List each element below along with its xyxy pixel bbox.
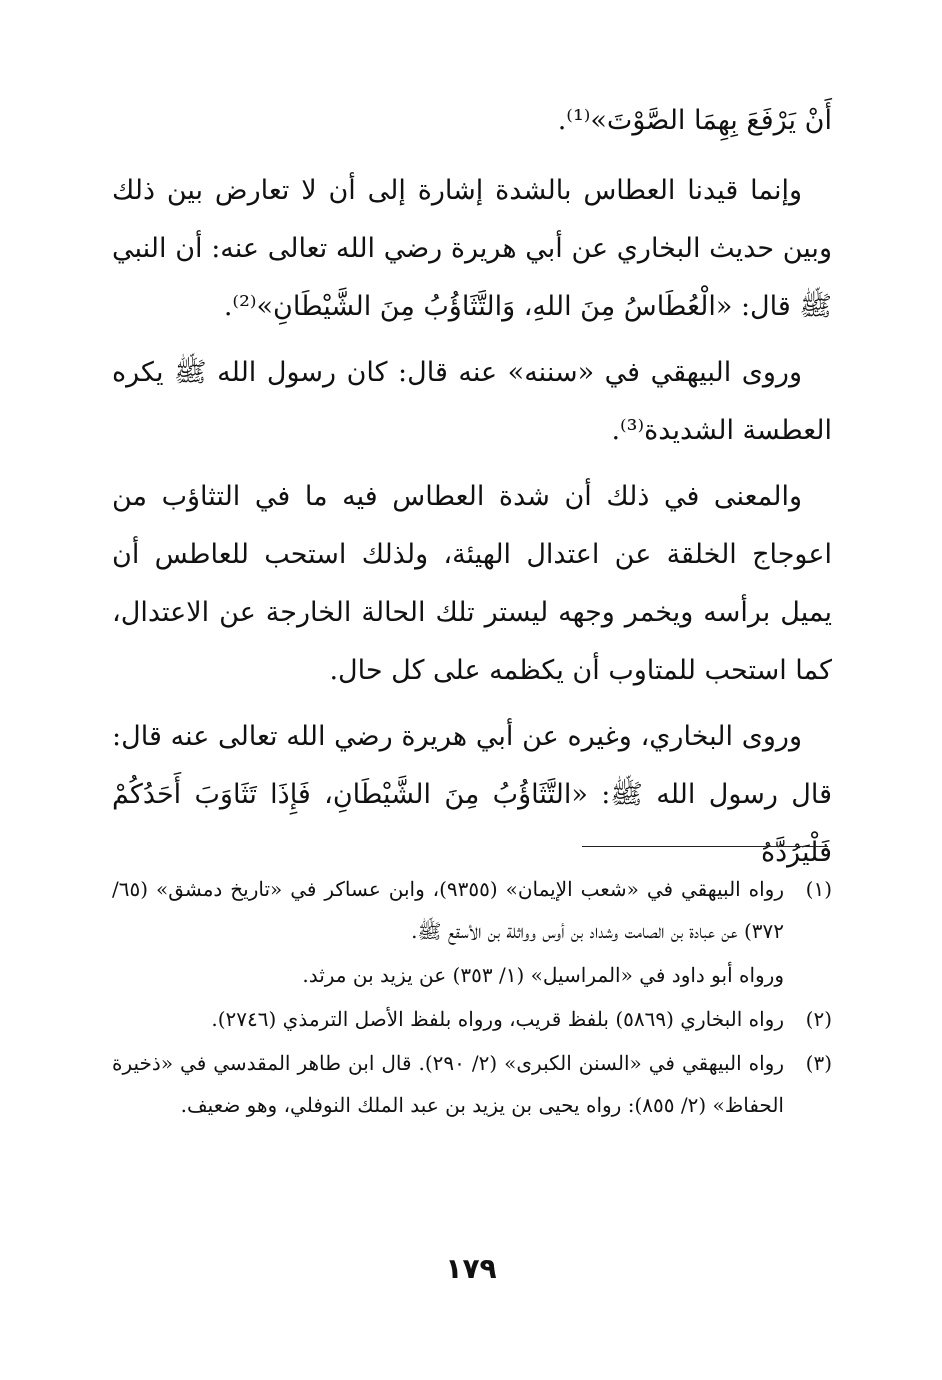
footnote-number: (٣) bbox=[805, 1051, 832, 1075]
footnote-separator bbox=[582, 846, 828, 847]
paragraph: والمعنى في ذلك أن شدة العطاس فيه ما في التثاؤب من اعوجاج الخلقة عن اعتدال الهيئة، ولذلك استحب للعاطس أن يميل برأسه ويخمر وجهه ليستر تلك الحالة الخارجة عن الاعتدال، كما استحب للمتاوب أن يكظمه على كل حال. bbox=[112, 481, 832, 686]
paragraph: وروى البخاري، وغيره عن أبي هريرة رضي الله تعالى عنه قال: قال رسول الله ﷺ: «التَّثَاؤُبُ مِنَ الشَّيْطَانِ، فَإِذَا تَثَاوَبَ أَحَدُكُمْ فَلْيَرُدَّهُ bbox=[112, 721, 832, 868]
footnote-number: (١) bbox=[805, 877, 832, 901]
footnote-text: رواه البيهقي في «شعب الإيمان» (٩٣٥٥)، وابن عساكر في «تاريخ دمشق» (٦٥/ ٣٧٢) عن عبادة بن الصامت وشداد بن أوس وواثلة بن الأسقع ﷺ. bbox=[112, 877, 784, 943]
paragraph: وإنما قيدنا العطاس بالشدة إشارة إلى أن لا تعارض بين ذلك وبين حديث البخاري عن أبي هريرة رضي الله تعالى عنه: أن النبي ﷺ قال: «الْعُطَاسُ مِنَ اللهِ، وَالتَّثَاؤُبُ مِنَ الشَّيْطَانِ»⁽²⁾. bbox=[112, 175, 832, 322]
footnote-text: رواه البخاري (٥٨٦٩) بلفظ قريب، ورواه بلفظ الأصل الترمذي (٢٧٤٦). bbox=[211, 1007, 784, 1031]
hadith-ending-line: أَنْ يَرْفَعَ بِهِمَا الصَّوْتَ»⁽¹⁾. bbox=[557, 105, 832, 136]
footnote-2 bbox=[112, 998, 832, 1040]
footnote-text: رواه البيهقي في «السنن الكبرى» (٢/ ٢٩٠). قال ابن طاهر المقدسي في «ذخيرة الحفاظ» (٢/ ٨٥٥): رواه يحيى بن يزيد بن عبد الملك النوفلي، وهو ضعيف. bbox=[112, 1051, 784, 1117]
page-number: ١٧٩ bbox=[445, 1252, 497, 1285]
footnotes bbox=[112, 868, 832, 1128]
footnote-3 bbox=[112, 1042, 832, 1126]
footnote-number: (٢) bbox=[805, 1007, 832, 1031]
footnote-1 bbox=[112, 868, 832, 952]
paragraph: وروى البيهقي في «سننه» عنه قال: كان رسول الله ﷺ يكره العطسة الشديدة⁽³⁾. bbox=[112, 357, 832, 446]
main-text bbox=[112, 92, 832, 890]
footnote-1-continuation: ورواه أبو داود في «المراسيل» (١/ ٣٥٣) عن يزيد بن مرثد. bbox=[302, 963, 784, 987]
